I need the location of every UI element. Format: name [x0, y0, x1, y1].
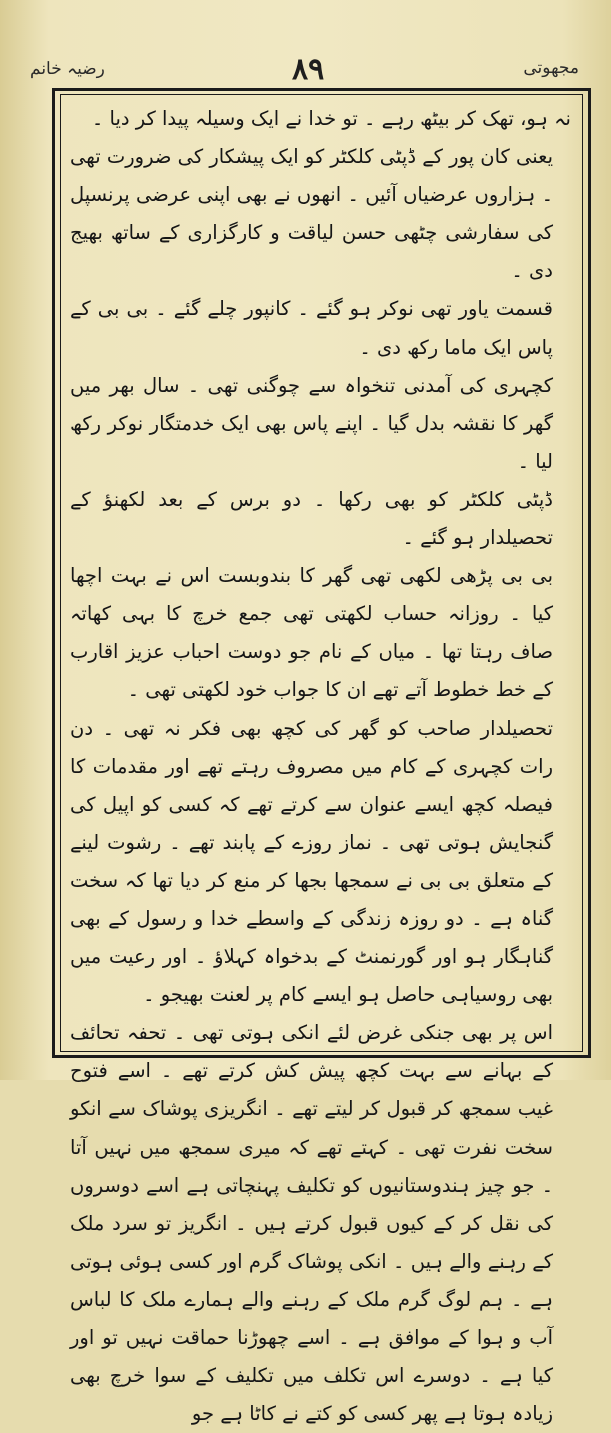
paragraph: ڈپٹی کلکٹر کو بھی رکھا ۔ دو برس کے بعد لکھنؤ کے تحصیلدار ہو گئے ۔: [70, 487, 553, 550]
paragraph: بی بی پڑھی لکھی تھی گھر کا بندوبست اس نے بہت اچھا کیا ۔ روزانہ حساب لکھتی تھی جمع خرچ کا بہی کھاتہ صاف رہتا تھا ۔ میاں کے نام جو دوست احباب عزیز اقارب کے خط خطوط آتے تھے ان کا جواب خود لکھتی تھی ۔: [70, 564, 553, 702]
author-running-head: رضیہ خانم: [30, 59, 105, 79]
paragraph: یعنی کان پور کے ڈپٹی کلکٹر کو ایک پیشکار کی ضرورت تھی ۔ ہزاروں عرضیاں آئیں ۔ انھوں نے بھی اپنی عرضی پرنسپل کی سفارشی چٹھی حسن لیاقت و کارگزاری کے ساتھ بھیج دی ۔: [70, 145, 553, 283]
paragraph: اس پر بھی جنکی غرض لئے انکی ہوتی تھی ۔ تحفہ تحائف کے بہانے سے بہت کچھ پیش کش کرتے تھے ۔ اسے فتوح غیب سمجھ کر قبول کر لیتے تھے ۔ انگریزی پوشاک سے انکو سخت نفرت تھی ۔ کہتے تھے کہ میری سمجھ میں نہیں آتا ۔ جو چیز ہندوستانیوں کو تکلیف پہنچاتی ہے اسے دوسروں کی نقل کر کے کیوں قبول کرتے ہیں ۔ انگریز تو سرد ملک کے رہنے والے ہیں ۔ انکی پوشاک گرم اور کسی ہوئی ہوتی ہے ۔ ہم لوگ گرم ملک کے رہنے والے ہمارے ملک کا لباس آب و ہوا کے موافق ہے ۔ اسے چھوڑنا حماقت نہیں تو اور کیا ہے ۔ دوسرے اس تکلف میں تکلیف کے سوا خرچ بھی زیادہ ہوتا ہے پھر کسی کو کتے نے کاٹا ہے جو: [70, 1021, 553, 1426]
paragraph: نہ ہو، تھک کر بیٹھ رہے ۔ تو خدا نے ایک وسیلہ پیدا کر دیا ۔: [91, 107, 571, 130]
title-running-head: مجھوتی: [523, 58, 579, 78]
paragraph: قسمت یاور تھی نوکر ہو گئے ۔ کانپور چلے گئے ۔ بی بی کے پاس ایک ماما رکھ دی ۔: [70, 297, 553, 359]
page-number: ۸۹: [292, 52, 325, 87]
body-text: [66, 100, 577, 1426]
paragraph: کچہری کی آمدنی تنخواہ سے چوگنی تھی ۔ سال بھر میں گھر کا نقشہ بدل گیا ۔ اپنے پاس بھی ایک خدمتگار نوکر رکھ لیا ۔: [70, 373, 553, 473]
page-header: [0, 52, 611, 92]
paragraph: تحصیلدار صاحب کو گھر کی کچھ بھی فکر نہ تھی ۔ دن رات کچہری کے کام میں مصروف رہتے تھے اور مقدمات کا فیصلہ کچھ ایسے عنوان سے کرتے تھے کہ کسی کو اپیل کی گنجایش ہوتی تھی ۔ نماز روزے کے پابند تھے ۔ رشوت لینے کے متعلق بی بی نے سمجھا بجھا کر منع کر دیا تھا کہ سخت گناہ ہے ۔ دو روزہ زندگی کے واسطے خدا و رسول کے بھی گناہگار ہو اور گورنمنٹ کے بدخواہ کہلاؤ ۔ اور رعیت میں بھی روسیاہی حاصل ہو ایسے کام پر لعنت بھیجو ۔: [70, 716, 553, 1007]
